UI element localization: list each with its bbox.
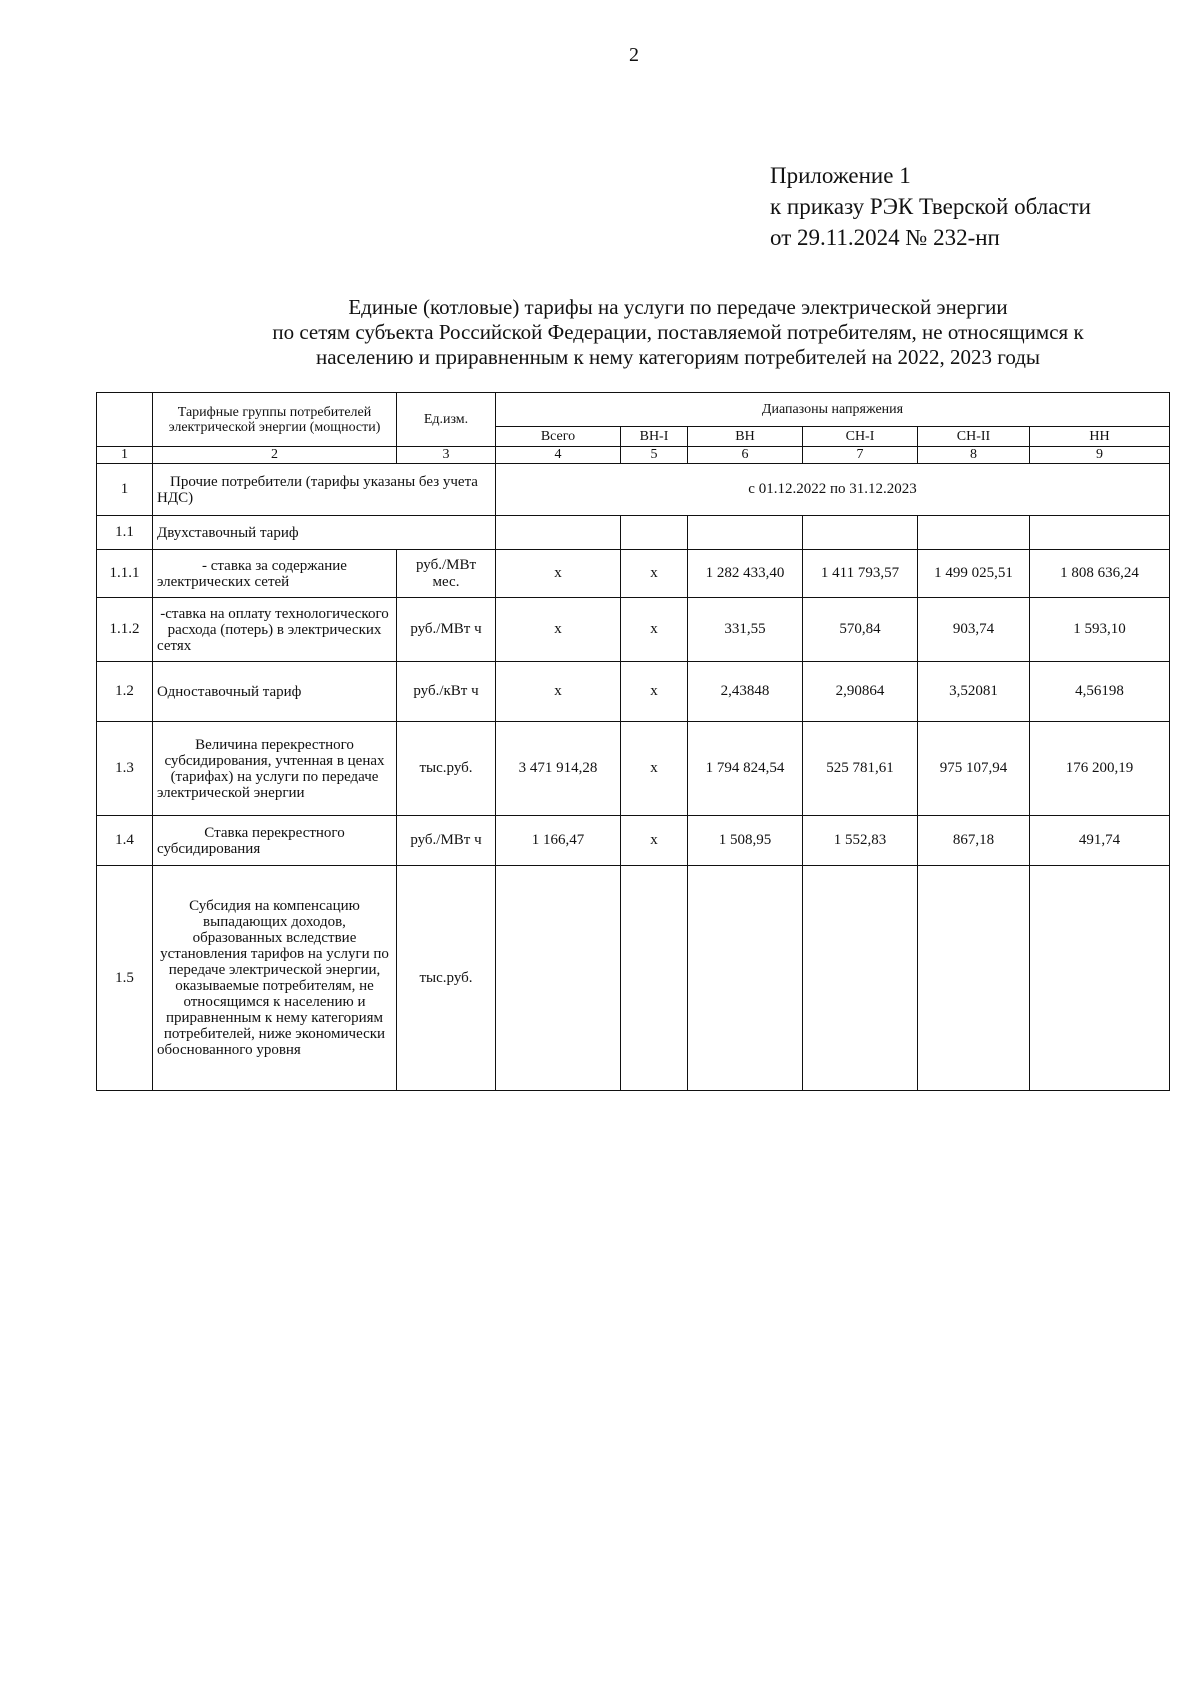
value-sn2: 1 499 025,51 bbox=[918, 550, 1030, 598]
row-number: 1.1.2 bbox=[97, 598, 153, 662]
page-number: 2 bbox=[629, 44, 639, 66]
value-sn2: 903,74 bbox=[918, 598, 1030, 662]
value-vn1: х bbox=[621, 662, 688, 722]
row-description: Одноставочный тариф bbox=[153, 662, 397, 722]
table-row bbox=[97, 662, 1170, 722]
unit-cell: тыс.руб. bbox=[397, 866, 496, 1091]
row-number: 1.5 bbox=[97, 866, 153, 1091]
row-description: Прочие потребители (тарифы указаны без учета НДС) bbox=[153, 464, 496, 516]
header-col-vn: ВН bbox=[688, 427, 803, 447]
row-description: -ставка на оплату технологического расхода (потерь) в электрических сетях bbox=[153, 598, 397, 662]
row-description: Величина перекрестного субсидирования, учтенная в ценах (тарифах) на услуги по передаче электрической энергии bbox=[153, 722, 397, 816]
header-ranges: Диапазоны напряжения bbox=[496, 393, 1170, 427]
column-number: 8 bbox=[918, 447, 1030, 464]
empty-cell bbox=[803, 866, 918, 1091]
empty-cell bbox=[1030, 516, 1170, 550]
value-sn2: 867,18 bbox=[918, 816, 1030, 866]
column-number: 2 bbox=[153, 447, 397, 464]
header-col-vn1: ВН-I bbox=[621, 427, 688, 447]
unit-cell: руб./МВт мес. bbox=[397, 550, 496, 598]
value-nn: 491,74 bbox=[1030, 816, 1170, 866]
document-title bbox=[210, 295, 1146, 370]
title-line: по сетям субъекта Российской Федерации, поставляемой потребителям, не относящимся к bbox=[272, 320, 1084, 344]
row-number: 1.4 bbox=[97, 816, 153, 866]
empty-cell bbox=[803, 516, 918, 550]
column-number: 5 bbox=[621, 447, 688, 464]
value-vn: 1 508,95 bbox=[688, 816, 803, 866]
value-total: х bbox=[496, 662, 621, 722]
row-description: Субсидия на компенсацию выпадающих доходов, образованных вследствие установления тарифов на услуги по передаче электрической энергии, оказываемые потребителям, не относящимся к населению и приравненным к нему категориям потребителей, ниже экономически обоснованного уровня bbox=[153, 866, 397, 1091]
value-vn1: х bbox=[621, 722, 688, 816]
empty-cell bbox=[496, 516, 621, 550]
column-number: 1 bbox=[97, 447, 153, 464]
value-sn1: 1 411 793,57 bbox=[803, 550, 918, 598]
unit-cell: тыс.руб. bbox=[397, 722, 496, 816]
value-sn1: 2,90864 bbox=[803, 662, 918, 722]
value-vn1: х bbox=[621, 598, 688, 662]
appendix-date: от 29.11.2024 № 232-нп bbox=[770, 225, 1000, 250]
value-vn1: х bbox=[621, 816, 688, 866]
empty-cell bbox=[621, 516, 688, 550]
value-sn2: 975 107,94 bbox=[918, 722, 1030, 816]
value-sn2: 3,52081 bbox=[918, 662, 1030, 722]
empty-cell bbox=[918, 516, 1030, 550]
value-vn: 1 282 433,40 bbox=[688, 550, 803, 598]
row-description: - ставка за содержание электрических сетей bbox=[153, 550, 397, 598]
empty-cell bbox=[688, 516, 803, 550]
value-total: х bbox=[496, 550, 621, 598]
row-number: 1.1 bbox=[97, 516, 153, 550]
column-number: 4 bbox=[496, 447, 621, 464]
unit-cell: руб./МВт ч bbox=[397, 816, 496, 866]
value-vn: 2,43848 bbox=[688, 662, 803, 722]
table-row bbox=[97, 464, 1170, 516]
row-number: 1 bbox=[97, 464, 153, 516]
value-total: 1 166,47 bbox=[496, 816, 621, 866]
value-vn1: х bbox=[621, 550, 688, 598]
appendix-order: к приказу РЭК Тверской области bbox=[770, 194, 1091, 219]
value-nn: 4,56198 bbox=[1030, 662, 1170, 722]
row-number: 1.1.1 bbox=[97, 550, 153, 598]
column-number: 6 bbox=[688, 447, 803, 464]
table-row bbox=[97, 598, 1170, 662]
appendix-block bbox=[770, 160, 1091, 253]
period-cell: с 01.12.2022 по 31.12.2023 bbox=[496, 464, 1170, 516]
tariff-table bbox=[96, 392, 1170, 1091]
header-col-total: Всего bbox=[496, 427, 621, 447]
value-total: х bbox=[496, 598, 621, 662]
empty-cell bbox=[918, 866, 1030, 1091]
column-number: 9 bbox=[1030, 447, 1170, 464]
table-row bbox=[97, 866, 1170, 1091]
value-total: 3 471 914,28 bbox=[496, 722, 621, 816]
column-number: 7 bbox=[803, 447, 918, 464]
value-sn1: 570,84 bbox=[803, 598, 918, 662]
value-vn: 331,55 bbox=[688, 598, 803, 662]
row-description: Двухставочный тариф bbox=[153, 516, 496, 550]
empty-cell bbox=[688, 866, 803, 1091]
value-sn1: 525 781,61 bbox=[803, 722, 918, 816]
header-col-nn: НН bbox=[1030, 427, 1170, 447]
row-description: Ставка перекрестного субсидирования bbox=[153, 816, 397, 866]
header-groups: Тарифные группы потребителей электрической энергии (мощности) bbox=[153, 393, 397, 447]
header-num-cell bbox=[97, 393, 153, 447]
table-row bbox=[97, 722, 1170, 816]
table-row bbox=[97, 816, 1170, 866]
row-number: 1.2 bbox=[97, 662, 153, 722]
header-unit: Ед.изм. bbox=[397, 393, 496, 447]
value-sn1: 1 552,83 bbox=[803, 816, 918, 866]
empty-cell bbox=[621, 866, 688, 1091]
title-line: Единые (котловые) тарифы на услуги по передаче электрической энергии bbox=[348, 295, 1008, 319]
unit-cell: руб./кВт ч bbox=[397, 662, 496, 722]
column-number: 3 bbox=[397, 447, 496, 464]
empty-cell bbox=[1030, 866, 1170, 1091]
value-nn: 1 593,10 bbox=[1030, 598, 1170, 662]
header-col-sn2: СН-II bbox=[918, 427, 1030, 447]
title-line: населению и приравненным к нему категориям потребителей на 2022, 2023 годы bbox=[315, 345, 1041, 369]
value-nn: 176 200,19 bbox=[1030, 722, 1170, 816]
appendix-title: Приложение 1 bbox=[770, 163, 911, 188]
table-row bbox=[97, 516, 1170, 550]
row-number: 1.3 bbox=[97, 722, 153, 816]
unit-cell: руб./МВт ч bbox=[397, 598, 496, 662]
value-vn: 1 794 824,54 bbox=[688, 722, 803, 816]
value-nn: 1 808 636,24 bbox=[1030, 550, 1170, 598]
header-col-sn1: СН-I bbox=[803, 427, 918, 447]
empty-cell bbox=[496, 866, 621, 1091]
table-row bbox=[97, 550, 1170, 598]
